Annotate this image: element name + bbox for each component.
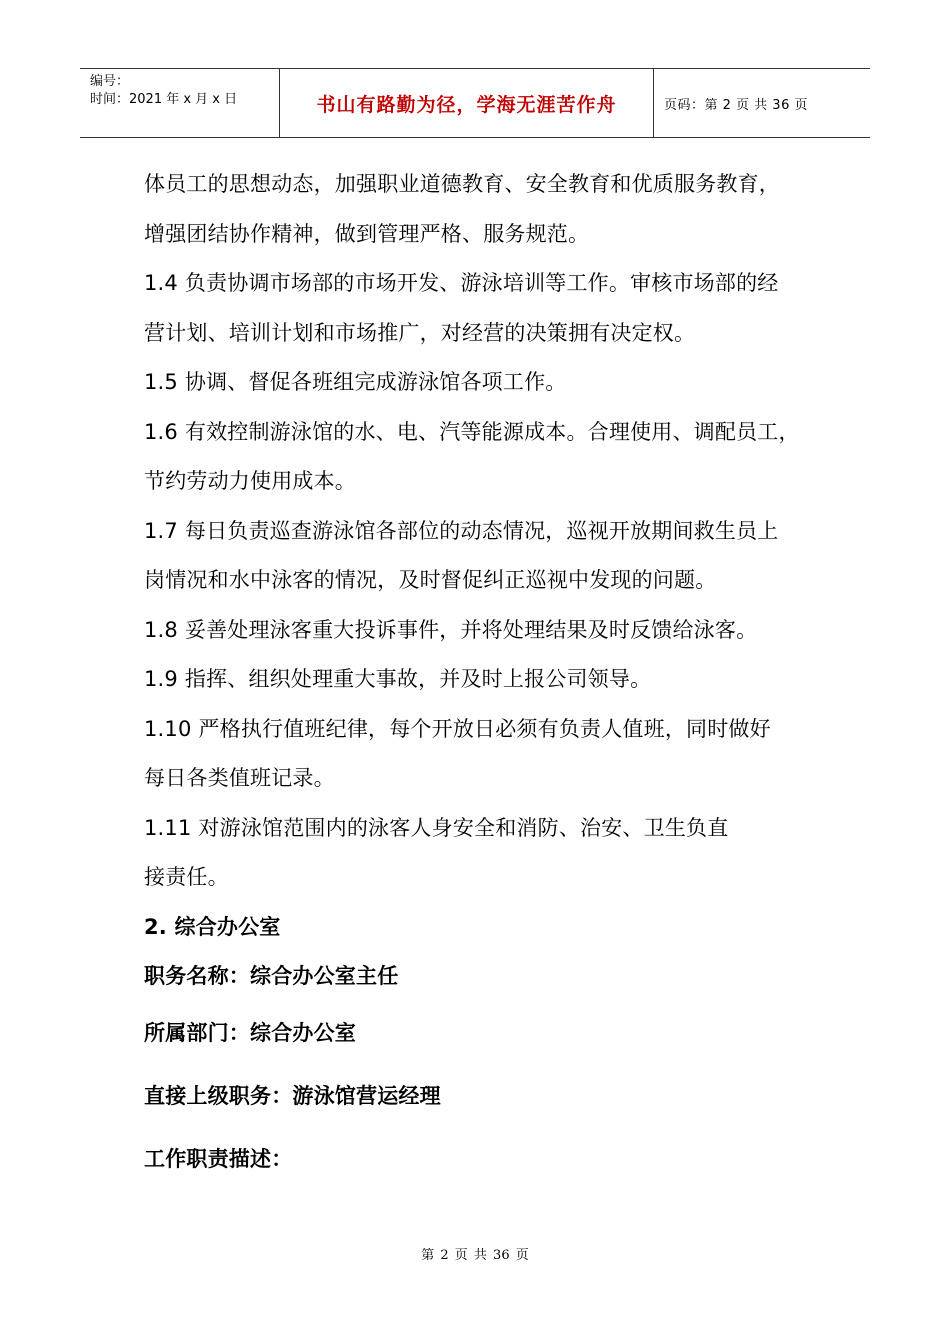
- header-meta: [80, 69, 280, 137]
- section-title: 2. 综合办公室: [144, 914, 281, 939]
- job-title: 职务名称：综合办公室主任: [144, 964, 399, 988]
- body-line: 体员工的思想动态，加强职业道德教育、安全教育和优质服务教育，: [144, 172, 780, 196]
- body-line: 岗情况和水中泳客的情况，及时督促纠正巡视中发现的问题。: [144, 568, 717, 592]
- body-line: 节约劳动力使用成本。: [144, 469, 356, 493]
- body-line: 1.10 严格执行值班纪律，每个开放日必须有负责人值班，同时做好: [144, 716, 771, 741]
- body-line: 1.8 妥善处理泳客重大投诉事件，并将处理结果及时反馈给泳客。: [144, 617, 758, 642]
- department: 所属部门：综合办公室: [144, 1020, 356, 1045]
- time-label: 时间：2021 年 x 月 x 日: [90, 92, 238, 107]
- superior: 直接上级职务：游泳馆营运经理: [144, 1083, 441, 1108]
- body-line: 增强团结协作精神，做到管理严格、服务规范。: [144, 221, 590, 246]
- body-line: 每日各类值班记录。: [144, 766, 335, 790]
- header-page-info: 页码：第 2 页 共 36 页: [664, 97, 808, 113]
- page-header: [80, 68, 870, 138]
- body-line: 营计划、培训计划和市场推广，对经营的决策拥有决定权。: [144, 320, 696, 345]
- body-line: 1.7 每日负责巡查游泳馆各部位的动态情况，巡视开放期间救生员上: [144, 518, 779, 543]
- number-label: 编号：: [90, 74, 130, 89]
- body-line: 1.4 负责协调市场部的市场开发、游泳培训等工作。审核市场部的经: [144, 271, 779, 295]
- page-footer: 第 2 页 共 36 页: [421, 1248, 529, 1263]
- body-line: 1.5 协调、督促各班组完成游泳馆各项工作。: [144, 370, 567, 394]
- body-line: 1.6 有效控制游泳馆的水、电、汽等能源成本。合理使用、调配员工，: [144, 419, 800, 444]
- header-motto: 书山有路勤为径，学海无涯苦作舟: [280, 69, 654, 137]
- duties-label: 工作职责描述：: [144, 1146, 293, 1171]
- body-line: 接责任。: [144, 865, 229, 889]
- body-line: 1.11 对游泳馆范围内的泳客人身安全和消防、治安、卫生负直: [144, 815, 729, 840]
- body-line: 1.9 指挥、组织处理重大事故，并及时上报公司领导。: [144, 667, 652, 691]
- document-body: [144, 160, 824, 1191]
